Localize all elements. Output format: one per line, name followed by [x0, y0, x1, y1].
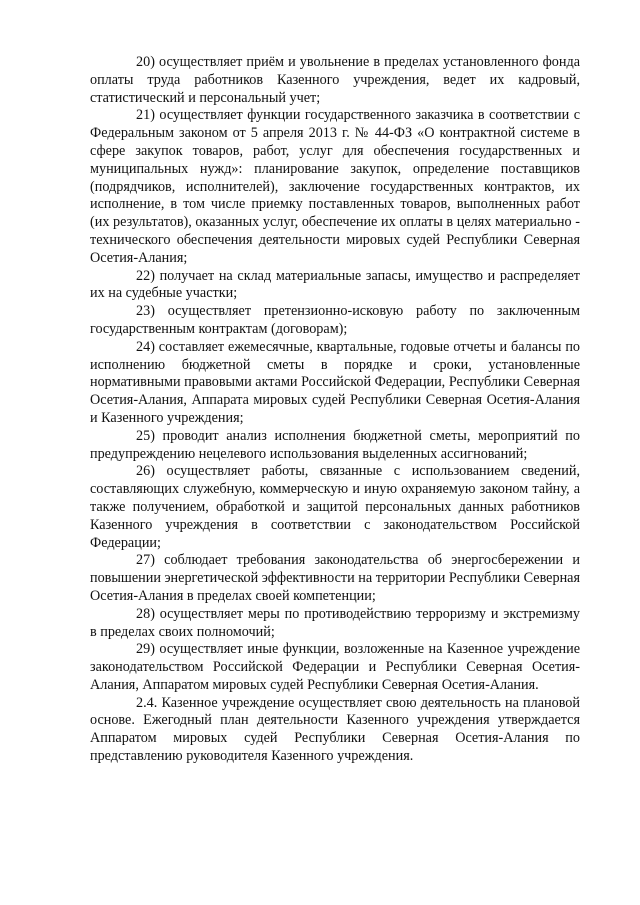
paragraph-item-27: 27) соблюдает требования законодательства об энергосбережении и повышении энергетической эффективности на территории Республики Северная Осетия-Алания в пределах своей компетенции; [90, 552, 580, 604]
paragraph-item-22: 22) получает на склад материальные запасы, имущество и распределяет их на судебные участки; [90, 267, 580, 302]
paragraph-item-29: 29) осуществляет иные функции, возложенные на Казенное учреждение законодательством Российской Федерации и Республики Северная Осетия-Алания, Аппаратом мировых судей Республики Северная Осетия-Алания. [90, 641, 580, 693]
document-page [90, 54, 580, 766]
paragraph-item-26: 26) осуществляет работы, связанные с использованием сведений, составляющих служебную, коммерческую и иную охраняемую законом тайну, а также получением, обработкой и защитой персональных данных работников Казенного учреждения в соответствии с законодательством Российской Федерации; [90, 463, 580, 551]
paragraph-item-20: 20) осуществляет приём и увольнение в пределах установленного фонда оплаты труда работников Казенного учреждения, ведет их кадровый, статистический и персональный учет; [90, 54, 580, 106]
paragraph-item-28: 28) осуществляет меры по противодействию терроризму и экстремизму в пределах своих полномочий; [90, 605, 580, 640]
paragraph-item-21: 21) осуществляет функции государственного заказчика в соответствии с Федеральным законом от 5 апреля 2013 г. № 44-ФЗ «О контрактной системе в сфере закупок товаров, работ, услуг для обеспечения государственных и муниципальных нужд»: планирование закупок, определение поставщиков (подрядчиков, исполнителей), заключение государственных контрактов, их исполнение, в том числе приемку поставленных товаров, выполненных работ (их результатов), оказанных услуг, обеспечение их оплаты в целях материально - технического обеспечения деятельности мировых судей Республики Северная Осетия-Алания; [90, 107, 580, 266]
paragraph-item-25: 25) проводит анализ исполнения бюджетной сметы, мероприятий по предупреждению нецелевого использования выделенных ассигнований; [90, 427, 580, 462]
paragraph-section-2-4: 2.4. Казенное учреждение осуществляет свою деятельность на плановой основе. Ежегодный план деятельности Казенного учреждения утверждается Аппаратом мировых судей Республики Северная Осетия-Алания по представлению руководителя Казенного учреждения. [90, 694, 580, 765]
paragraph-item-23: 23) осуществляет претензионно-исковую работу по заключенным государственным контрактам (договорам); [90, 303, 580, 337]
paragraph-item-24: 24) составляет ежемесячные, квартальные, годовые отчеты и балансы по исполнению бюджетной сметы в порядке и сроки, установленные нормативными правовыми актами Российской Федерации, Республики Северная Осетия-Алания, Аппарата мировых судей Республики Северная Осетия-Алания и Казенного учреждения; [90, 338, 580, 426]
